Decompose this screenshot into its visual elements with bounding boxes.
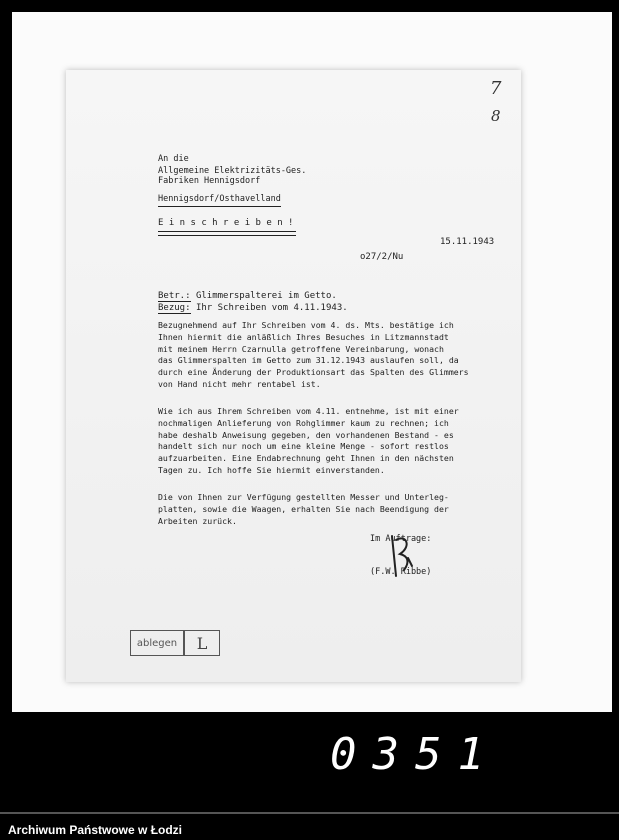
body-line: mit meinem Herrn Czarnulla getroffene Vereinbarung, wonach [158, 343, 444, 354]
body-line: platten, sowie die Waagen, erhalten Sie nach Beendigung der [158, 503, 449, 514]
body-line: Wie ich aus Ihrem Schreiben vom 4.11. entnehme, ist mit einer [158, 406, 459, 416]
reference-code: o27/2/Nu [360, 252, 404, 262]
body-line: aufzuarbeiten. Eine Endabrechnung geht Ihnen in den nächsten [158, 453, 454, 464]
recipient-line3: Fabriken Hennigsdorf [158, 176, 261, 186]
betr-text: Glimmerspalterei im Getto. [195, 291, 337, 301]
body-paragraph-1 [158, 320, 488, 391]
frame-counter-number: 0351 [330, 729, 500, 780]
body-line: Ihnen hiermit die anläßlich Ihres Besuches in Litzmannstadt [158, 331, 449, 342]
body-line: Die von Ihnen zur Verfügung gestellten Messer und Unterleg- [158, 492, 449, 502]
letter-date: 15.11.1943 [440, 237, 495, 247]
recipient-location: Hennigsdorf/Osthavelland [158, 194, 281, 207]
ablegen-stamp: ablegen [130, 630, 184, 656]
subject-line [158, 291, 337, 303]
body-line: von Hand nicht mehr rentabel ist. [158, 378, 321, 389]
recipient-line2: Allgemeine Elektrizitäts-Ges. [158, 166, 307, 176]
betr-label: Betr.: [158, 291, 191, 301]
recipient-line1: An die [158, 154, 189, 164]
page-number-mark-bottom: 8 [491, 107, 501, 125]
body-paragraph-2 [158, 406, 488, 477]
registered-heading: E i n s c h r e i b e n ! [158, 218, 294, 228]
body-line: habe deshalb Anweisung gegeben, den vorhandenen Bestand - es [158, 429, 454, 440]
bezug-text: Ihr Schreiben vom 4.11.1943. [195, 303, 348, 313]
signer-name: (F.W. Ribbe) [370, 567, 432, 577]
body-line: das Glimmerspalten im Getto zum 31.12.1943 auslaufen soll, da [158, 355, 459, 366]
archive-footer [0, 812, 619, 840]
body-line: handelt sich nur noch um eine kleine Menge - sofort restlos [158, 441, 449, 452]
body-line: durch eine Änderung der Produktionsart das Spalten des Glimmers [158, 367, 469, 378]
stamp-mark: L [184, 630, 220, 656]
body-line: nochmaligen Anlieferung von Rohglimmer kaum zu rechnen; ich [158, 417, 449, 428]
body-line: Bezugnehmend auf Ihr Schreiben vom 4. ds. Mts. bestätige ich [158, 320, 454, 330]
page-number-mark-top: 7 [490, 78, 502, 99]
archive-name: Archiwum Państwowe w Łodzi [8, 823, 183, 837]
body-line: Tagen zu. Ich hoffe Sie hiermit einverstanden. [158, 464, 385, 475]
registered-double-underline [158, 231, 296, 236]
reference-line [158, 303, 348, 315]
handwritten-signature [386, 532, 416, 582]
body-paragraph-3 [158, 492, 488, 527]
body-line: Arbeiten zurück. [158, 515, 237, 526]
im-auftrage: Im Auftrage: [370, 534, 432, 544]
bezug-label: Bezug: [158, 303, 191, 313]
